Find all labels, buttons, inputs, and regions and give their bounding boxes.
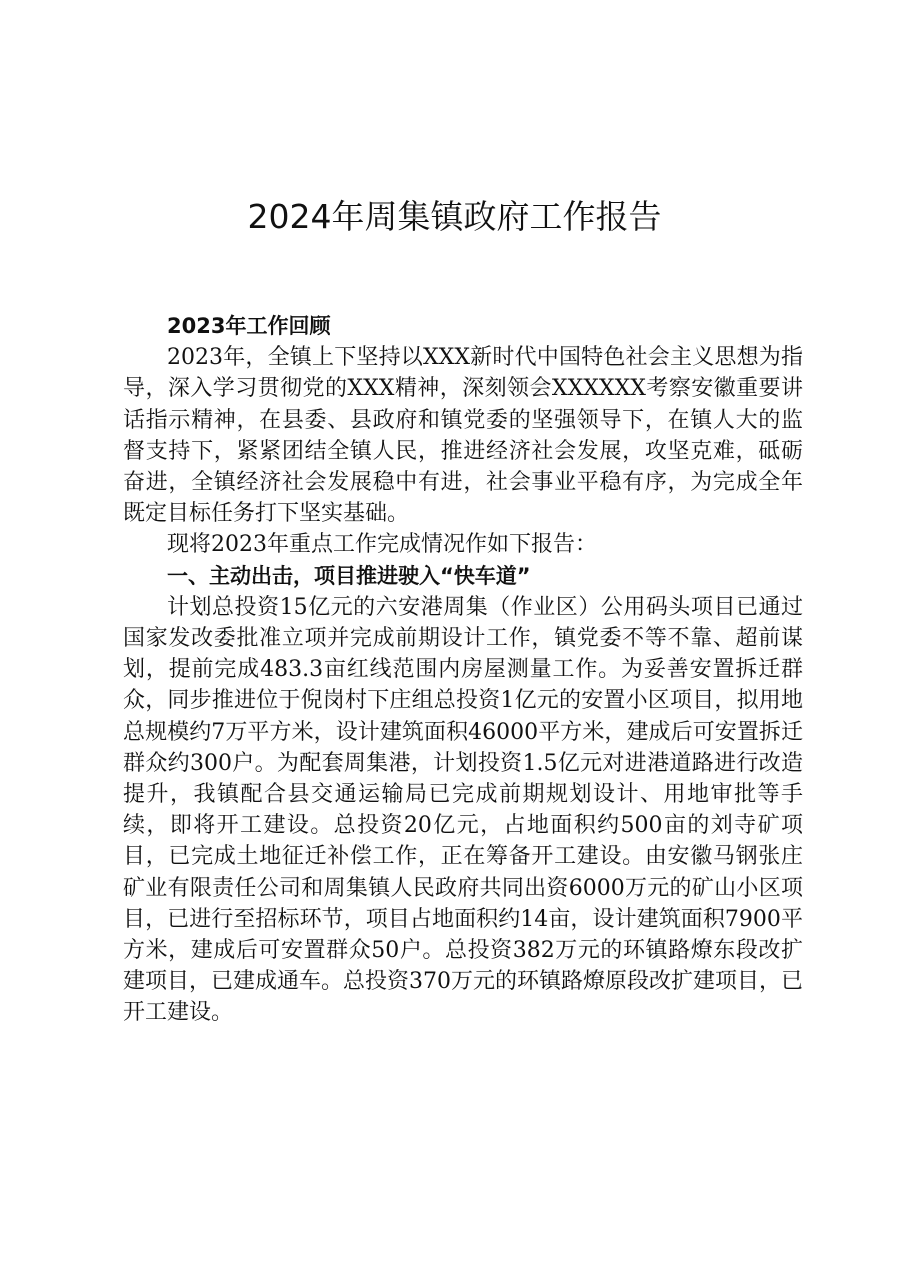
- document-title: 2024年周集镇政府工作报告: [247, 197, 662, 236]
- document-body: [123, 311, 803, 1029]
- section-one-paragraph: 计划总投资15亿元的六安港周集（作业区）公用码头项目已通过国家发改委批准立项并完成前期设计工作，镇党委不等不靠、超前谋划，提前完成483.3亩红线范围内房屋测量工作。为妥善安置拆迁群众，同步推进位于倪岗村下庄组总投资1亿元的安置小区项目，拟用地总规模约7万平方米，设计建筑面积46000平方米，建成后可安置拆迁群众约300户。为配套周集港，计划投资1.5亿元对进港道路进行改造提升，我镇配合县交通运输局已完成前期规划设计、用地审批等手续，即将开工建设。总投资20亿元，占地面积约500亩的刘寺矿项目，已完成土地征迁补偿工作，正在筹备开工建设。由安徽马钢张庄矿业有限责任公司和周集镇人民政府共同出资6000万元的矿山小区项目，已进行至招标环节，项目占地面积约14亩，设计建筑面积7900平方米，建成后可安置群众50户。总投资382万元的环镇路燎东段改扩建项目，已建成通车。总投资370万元的环镇路燎原段改扩建项目，已开工建设。: [123, 594, 803, 1026]
- intro-paragraph: 2023年，全镇上下坚持以XXX新时代中国特色社会主义思想为指导，深入学习贯彻党的XXX精神，深刻领会XXXXXX考察安徽重要讲话指示精神，在县委、县政府和镇党委的坚强领导下，在镇人大的监督支持下，紧紧团结全镇人民，推进经济社会发展，攻坚克难，砥砺奋进，全镇经济社会发展稳中有进，社会事业平稳有序，为完成全年既定目标任务打下坚实基础。: [123, 345, 803, 527]
- report-lead-paragraph: 现将2023年重点工作完成情况作如下报告：: [167, 532, 597, 558]
- section-review-heading: 2023年工作回顾: [167, 314, 331, 338]
- section-one-heading: 一、主动出击，项目推进驶入“快车道”: [167, 563, 531, 588]
